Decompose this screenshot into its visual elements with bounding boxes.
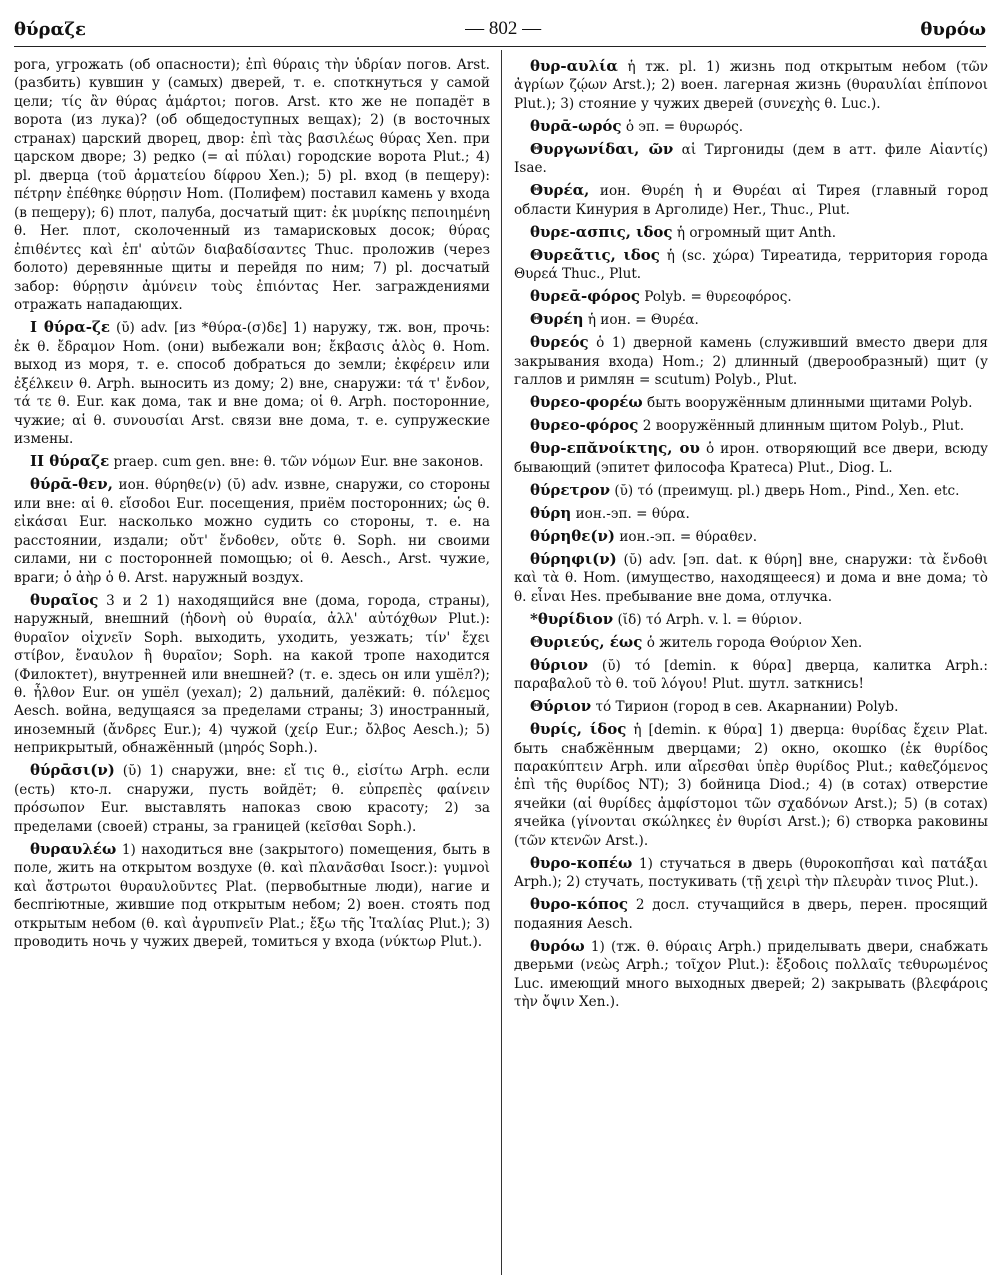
dictionary-entry (514, 392, 988, 412)
entry-headword: I θύρα-ζε (30, 318, 111, 337)
entry-definition: (ῠ) 1) снаружи, вне: εἴ τις θ., εἰσίτω Arph. если (есть) кто-л. снаружи, пусть войдёт; θ. εὐπρεπὲς φαίνειν πρόσωπον Eur. выставлять напоказ свою красоту; 2) за пределами (своей) страны, за границей (κεῖσθαι Soph.). (14, 763, 490, 835)
entry-headword: θύριον (530, 655, 589, 674)
entry-definition: рога, угрожать (об опасности); ἐπὶ θύραις τὴν ὑδρίαν погов. Arst. (разбить) кувшин у (самых) дверей, т. е. споткнуться у самой цели; τίς ἂν θύρας ἁμάρτοι; погов. Arst. кто же не попадёт в ворота (из лука)? (об общедоступных вещах); 2) (в восточных странах) царский дворец, двор: ἐπὶ τὰς βασιλέως θύρας Xen. при царском дворе; 3) редко (= αἱ πύλαι) городские ворота Plut.; 4) pl. дверца (τοῦ ἁρματείου δίφρου Xen.); 5) pl. вход (в пещеру): πέτρην ἐπέθηκε θύρῃσιν Hom. (Полифем) поставил камень у входа (в пещеру); 6) плот, палуба, досчатый щит: ἐκ μυρίκης πεποιημένη θ. Her. плот, сколоченный из тамарисковых досок; θύρας ἐπιθέντες καὶ ἐπ' αὐτῶν διαβαδίσαντες Thuc. проложив (через болото) деревянные щиты и перейдя по ним; 7) pl. досчатый забор: θύρῃσιν ἀμύνειν τοὺς ἐπιόντας Her. заграждениями отражать нападающих. (14, 57, 490, 314)
entry-definition: ион. θύρηθε(ν) (ῠ) adv. извне, снаружи, со стороны или вне: αἱ θ. εἴσοδοι Eur. посещения, приём посторонних; ὡς θ. εἰκάσαι Eur. насколько можно судить со стороны, т. е. на расстоянии, издали; οὔτ' ἔνδοθεν, οὔτε θ. Soph. ни своими силами, ни с посторонней помощью; οἱ θ. Aesch., Arst. чужие, враги; ὁ ἀὴρ ὁ θ. Arst. наружный воздух. (14, 477, 490, 586)
dictionary-entry (514, 936, 988, 1012)
entry-definition: быть вооружённым длинными щитами Polyb. (647, 395, 973, 412)
entry-definition: αἱ Тиргониды (дем в атт. филе Αἰαντίς) Isae. (514, 141, 988, 177)
dictionary-entry (14, 317, 490, 448)
entry-definition: ἡ тж. pl. 1) жизнь под открытым небом (τῶν ἀγρίων ζῴων Arst.); 2) воен. лагерная жизнь (θυραυλίαι ἐπίπονοι Plut.); 3) стояние у чужих дверей (συνεχὴς θ. Luc.). (514, 59, 988, 112)
entry-headword: θυρ-αυλία (530, 57, 618, 75)
dictionary-entry (514, 853, 988, 892)
entry-headword: Θύριον (530, 697, 592, 716)
entry-definition: 2 досл. стучащийся в дверь, перен. просящий подаяния Aesch. (514, 897, 988, 932)
entry-headword: θυραῖος (30, 590, 99, 609)
entry-definition: ἡ ион. = Θυρέα. (587, 312, 699, 329)
entry-headword: θυρεο-φορέω (530, 393, 643, 412)
entry-definition: 1) (тж. θ. θύραις Arph.) приделывать двери, снабжать дверьми (νεὼς Arph.; τοῖχον Plut.): ἔξοδοις πολλαῖς τεθυρωμένος Luc. имеющий много выходных дверей; 2) закрывать (βλεφάροις τὴν ὄψιν Xen.). (514, 938, 988, 1011)
entry-headword: θυρόω (530, 936, 585, 955)
dictionary-entry (14, 451, 490, 471)
dictionary-entry (514, 480, 988, 500)
entry-definition: ὁ житель города Θούριον Xen. (646, 634, 863, 651)
dictionary-entry (514, 332, 988, 389)
dictionary-entry (514, 222, 988, 242)
entry-headword: θύρηφι(ν) (530, 549, 617, 568)
entry-headword: θυρ-επᾰνοίκτης, ου (530, 439, 700, 458)
dictionary-entry (514, 696, 988, 716)
entry-headword: θυρο-κόπος (530, 895, 628, 914)
dictionary-entry (514, 286, 988, 306)
header-left-word: θύραζε (14, 18, 86, 40)
entry-definition: Polyb. = θυρεοφόρος. (644, 289, 792, 306)
dictionary-entry (514, 245, 988, 284)
header-rule (14, 46, 986, 47)
dictionary-entry (14, 760, 490, 836)
dictionary-entry (514, 438, 988, 477)
entry-definition: praep. cum gen. вне: θ. τῶν νόμων Eur. вне законов. (113, 454, 484, 471)
right-column (514, 56, 988, 1271)
entry-headword: Θυρεᾶτις, ιδος (530, 245, 660, 264)
entry-definition: (ῠ) adv. [эп. dat. к θύρη] вне, снаружи: τὰ ἔνδοθι καὶ τὰ θ. Hom. (имущество, находящееся) и дома и вне дома; τὸ θ. εἶναι Hes. пребывание вне дома, отлучка. (514, 551, 988, 605)
dictionary-entry (14, 839, 490, 952)
column-divider (501, 50, 502, 1275)
dictionary-entry (514, 415, 988, 435)
entry-definition: (ῐδ) τό Arph. v. l. = θύριον. (617, 611, 803, 628)
entry-definition: (ῠ) adv. [из *θύρα-(σ)δε] 1) наружу, тж. вон, прочь: ἐκ θ. ἔδραμον Hom. (они) выбежали вон; ἔκβασις ἁλὸς θ. Hom. выход из моря, т. е. способ добраться до земли; ἐκφέρειν или ἐξέλκειν θ. Arph. выносить из дому; 2) вне, снаружи: τά τ' ἔνδον, τά τε θ. Eur. как дома, так и вне дома; οἱ θ. Arph. посторонние, чужие; αἱ θ. συνουσίαι Arst. связи вне дома, т. е. супружеские измены. (14, 320, 490, 448)
dictionary-entry (514, 609, 988, 629)
entry-definition: (ῠ) τό (преимущ. pl.) дверь Hom., Pind., Xen. etc. (614, 482, 960, 499)
dictionary-entry (14, 474, 490, 587)
entry-headword: θυρο-κοπέω (530, 853, 633, 872)
entry-definition: ὁ 1) дверной камень (служивший вместо двери для закрывания входа) Hom.; 2) длинный (дверообразный) щит (у галлов и римлян = scutum) Polyb., Plut. (514, 335, 988, 389)
entry-definition: ион.-эп. = θύρα. (575, 505, 690, 522)
entry-definition: 3 и 2 1) находящийся вне (дома, города, страны), наружный, внешний (ἡδονὴ οὐ θυραία, ἀλλ' αὐτόχθων Plut.): θυραῖον οἰχνεῖν Soph. выходить, уходить, уезжать; τίν' ἔχει στίβον, ἔναυλον ἢ θυραῖον; Soph. на какой тропе находится (Филоктет), внутренней или внешней? (т. е. здесь он или ушёл?); θ. ἦλθον Eur. он ушёл (уехал); 2) дальний, далёкий: θ. πόλεμος Aesch. война, ведущаяся за пределами страны; 3) иностранный, иноземный (ἄνδρες Eur.); 4) чужой (χείρ Eur.; ὄλβος Aesch.); 5) неприкрытый, обнажённый (μηρός Soph.). (14, 592, 490, 757)
entry-headword: θυρεός (530, 333, 589, 352)
dictionary-entry (514, 632, 988, 652)
entry-definition: ὁ ирон. отворяющий все двери, всюду бывающий (эпитет философа Кратеса) Plut., Diog. L. (514, 441, 988, 476)
entry-headword: θυρᾱ-ωρός (530, 116, 622, 135)
entry-headword: θύρηθε(ν) (530, 526, 616, 545)
entry-definition: ион.-эп. = θύραθεν. (619, 528, 758, 545)
dictionary-entry (514, 549, 988, 606)
entry-definition: ἡ огромный щит Anth. (676, 224, 837, 241)
entry-headword: θυραυλέω (30, 839, 117, 858)
entry-definition: τό Тирион (город в сев. Акарнании) Polyb. (595, 699, 899, 716)
entry-headword: Θυρέη (530, 310, 584, 329)
dictionary-entry (514, 894, 988, 933)
dictionary-entry (514, 655, 988, 694)
dictionary-entry (514, 719, 988, 850)
entry-definition: ион. Θυρέη ἡ и Θυρέαι αἱ Тирея (главный город области Кинурия в Арголиде) Her., Thuc., Plut. (514, 183, 988, 218)
dictionary-entry (514, 139, 988, 178)
entry-headword: θυρεο-φόρος (530, 416, 639, 435)
entry-definition: ἡ (sc. χώρα) Тиреатида, территория города Θυρεά Thuc., Plut. (514, 247, 988, 283)
dictionary-entry (514, 309, 988, 329)
entry-definition: 1) стучаться в дверь (θυροκοπῆσαι καὶ πατάξαι Arph.); 2) стучать, постукивать (τῇ χειρὶ τὴν πλευρὰν τινος Plut.). (514, 855, 988, 891)
left-column (14, 56, 490, 1271)
header-right-word: θυρόω (920, 18, 986, 40)
entry-definition: (ῠ) τό [demin. к θύρα] дверца, калитка Arph.: παραβαλοῦ τὸ θ. τοῦ λόγου! Plut. шутл. заткнись! (514, 657, 988, 693)
dictionary-entry (514, 526, 988, 546)
entry-headword: θυρε-ασπις, ιδος (530, 222, 673, 241)
entry-headword: Θυρέα, (530, 181, 590, 200)
entry-headword: θύρᾱσι(ν) (30, 761, 115, 780)
entry-headword: Θυριεύς, έως (530, 632, 643, 651)
entry-headword: θυρίς, ίδος (530, 720, 627, 739)
entry-headword: θύρη (530, 503, 572, 522)
dictionary-entry (14, 590, 490, 758)
entry-headword: *θυρίδιον (530, 609, 614, 628)
entry-definition: 1) находиться вне (закрытого) помещения, быть в поле, жить на открытом воздухе (θ. καὶ πλανᾶσθαι Isocr.): γυμνοὶ καὶ ἄστρωτοι θυραυλοῦντες Plat. (первобытные люди), нагие и беспriютные, жившие под открытым небом; 2) воен. стоять под открытым небом (θ. καὶ ἀγρυπνεῖν Plat.; ἔξω τῆς Ἰταλίας Plut.); 3) проводить ночь у чужих дверей, томиться у входа (νύκτωρ Plut.). (14, 841, 490, 951)
dictionary-entry (514, 56, 988, 113)
entry-definition: 2 вооружённый длинным щитом Polyb., Plut. (642, 418, 965, 435)
entry-headword: Θυργωνίδαι, ῶν (530, 139, 674, 158)
entry-definition: ὁ эп. = θυρωρός. (625, 118, 744, 135)
entry-headword: II θύραζε (30, 452, 110, 471)
entry-headword: θύρετρον (530, 480, 610, 499)
dictionary-entry (514, 503, 988, 523)
dictionary-entry (14, 56, 490, 315)
entry-headword: θύρᾱ-θεν, (30, 475, 113, 494)
dictionary-entry (514, 116, 988, 136)
page-number: — 802 — (465, 18, 542, 39)
dictionary-entry (514, 180, 988, 219)
page-header (14, 14, 986, 44)
entry-headword: θυρεᾱ-φόρος (530, 287, 640, 306)
entry-definition: ἡ [demin. к θύρα] 1) дверца: θυρίδας ἔχειν Plat. быть снабжённым дверцами; 2) окно, окошко (ἐκ θυρίδος παρακύπτειν Arph. или αἴρεσθαι ὑπὲρ θυρίδος Plut.; καθεζόμενος ἐπὶ τῆς θυρίδος NT); 3) бойница Diod.; 4) (в сотах) отверстие ячейки (αἱ θυρίδες ἀμφίστομοι τῶν σχαδόνων Arst.); 5) (в сотах) ячейка (γίνονται σκώληκες ἐν θυρίσι Arst.); 6) створка раковины (τῶν κτενῶν Arst.). (514, 722, 988, 849)
